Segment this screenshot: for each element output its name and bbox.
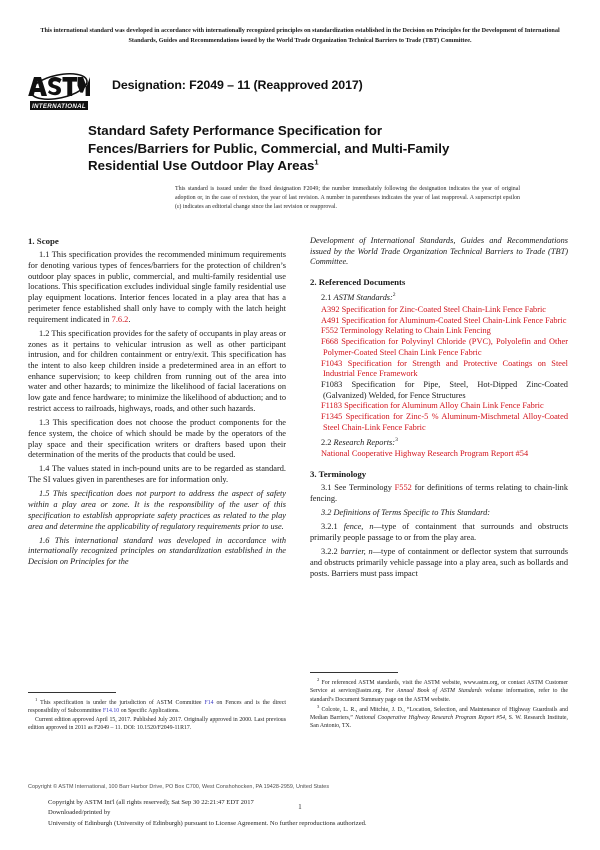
standard-id: A392 [321, 304, 340, 314]
subsection-astm-standards [310, 292, 568, 304]
page-title [88, 122, 518, 175]
standard-title: Specification for Aluminum-Coated Steel Chain-Link Fence Fabric [341, 315, 567, 325]
paragraph-1-5: 1.5 This specification does not purport to address the aspect of safety within a play area or zone. It is the responsibility of the user of this specification to establish appropriate safety practices as related to the play area and determine the applicability of regulatory requirements prior to use. [28, 489, 286, 531]
standard-reference-item[interactable] [310, 412, 568, 433]
committee-reference-f14[interactable]: F14 [204, 699, 214, 706]
astm-standards-footnote-marker: 2 [392, 292, 396, 299]
paragraph-1-6: 1.6 This international standard was developed in accordance with internationally recognized principles on standardization established in the Decision on Principles for the [28, 535, 286, 567]
footnote-divider [28, 692, 116, 693]
p321-definition: —type of containment that surrounds and obstructs primarily people passage to or from the play area. [310, 522, 568, 542]
title-line-1: Standard Safety Performance Specification for [88, 123, 383, 138]
cross-reference-f552[interactable]: F552 [394, 483, 412, 493]
paragraph-3-1 [310, 483, 568, 504]
standard-title: Terminology Relating to Chain Link Fencing [340, 326, 491, 336]
standard-title: Specification for Pipe, Steel, Hot-Dipped Zinc-Coated (Galvanized) Welded, for Fence Structures [323, 379, 568, 400]
title-footnote-marker: 1 [314, 157, 319, 167]
standard-title: Specification for Aluminum Alloy Chain Link Fence Fabric [344, 401, 544, 411]
p322-term: barrier, n [340, 547, 373, 557]
paragraph-1-6-continuation: Development of International Standards, Guides and Recommendations issued by the World Trade Organization Technical Barriers to Trade (TBT) Committee. [310, 236, 568, 267]
license-block [48, 798, 548, 829]
p321-number: 3.2.1 [321, 522, 344, 532]
footnote-3 [310, 704, 568, 731]
research-reports-footnote-marker: 3 [395, 436, 398, 443]
p32-text: 3.2 Definitions of Terms Specific to This Standard: [321, 508, 491, 518]
tbt-notice: This international standard was developed in accordance with internationally recognized principles on standardization established in the Decision on Principles for the Development of International Standards, Guides and Recommendations issued by the World Trade Organization Technical Barriers to Trade (TBT) Committee. [40, 27, 560, 44]
footnote-2-pre: For referenced ASTM standards, visit the ASTM website, www.astm.org, or contact ASTM Customer Service at service@astm.org. For [310, 679, 569, 695]
page-number: 1 [298, 804, 302, 811]
standard-id: F552 [321, 326, 339, 336]
footnote-3-italic: National Cooperative Highway Research Program Report #54 [354, 715, 506, 722]
designation-label: Designation: F2049 – 11 (Reapproved 2017) [112, 78, 363, 92]
p11-text-b: . [128, 314, 131, 324]
standard-reference-item[interactable] [310, 326, 568, 337]
footnote-1-marker: 1 [35, 697, 38, 702]
license-line-3: University of Edinburgh (University of Edinburgh) pursuant to License Agreement. No further reproductions authorized. [48, 819, 367, 827]
cross-reference-762[interactable]: 7.6.2 [111, 314, 129, 324]
standard-id: F1083 [321, 379, 343, 389]
research-reports-number: 2.2 [321, 437, 334, 447]
standard-title: Specification for Zinc-5 % Aluminum-Mischmetal Alloy-Coated Steel Chain-Link Fence Fabric [323, 412, 568, 432]
p321-term: fence, n [343, 522, 374, 532]
paragraph-3-2-1 [310, 522, 568, 543]
right-column [310, 236, 568, 579]
footnote-1-post: on Specific Applications. [119, 708, 180, 715]
footnote-1-pre: This specification is under the jurisdiction of ASTM Committee [40, 699, 205, 706]
left-footnotes [28, 692, 286, 732]
astm-logo-icon [28, 68, 90, 114]
standard-reference-item[interactable] [310, 359, 568, 380]
title-block [88, 122, 518, 175]
footnote-2 [310, 677, 568, 704]
paragraph-3-2-2 [310, 547, 568, 579]
standard-id: F1043 [321, 358, 343, 368]
paragraph-1-2: 1.2 This specification provides for the safety of occupants in play areas or zones as it pertains to vehicular intrusion as well as other participant intrusion, and for children containment or entry/exit. This specification has the intent to also keep children inside a predetermined area in an effort to enhance supervision; to keep children from running out of the area into water and other hazards; to minimize the likelihood of facial lacerations on low gate and fence hardware; to minimize the likelihood of abduction; and to restrict access to railroads, highways, roads, and other such hazards. [28, 328, 286, 413]
section-heading-referenced-documents: 2. Referenced Documents [310, 277, 406, 288]
footnote-2-marker: 2 [317, 677, 320, 682]
paragraph-1-1 [28, 250, 286, 325]
license-line-1: Copyright by ASTM Int'l (all rights reserved); Sat Sep 30 22:21:47 EDT 2017 [48, 799, 254, 806]
subcommittee-reference-f1410[interactable]: F14.10 [102, 708, 120, 715]
standard-reference-item[interactable] [310, 305, 568, 316]
p322-number: 3.2.2 [321, 547, 341, 557]
astm-standards-number: 2.1 [321, 293, 334, 303]
standard-reference-item[interactable] [310, 316, 568, 327]
designation-row [28, 68, 568, 114]
standard-id: F1183 [321, 401, 343, 411]
standard-reference-item[interactable] [310, 380, 568, 401]
standard-id: F1345 [321, 412, 343, 422]
subsection-research-reports [310, 437, 568, 449]
p11-text-a: 1.1 This specification provides the recommended minimum requirements for denoting various types of fences/barriers for the protection of children’s outdoor play spaces in public, commercial, and multi-family residential use locations. This specification excludes individual single family residential use play equipment locations. Interior fences located in a play area that has a perimeter fence established shall only have to comply with the latch height requirement indicated in [28, 250, 286, 324]
standard-title: Specification for Zinc-Coated Steel Chain-Link Fence Fabric [341, 304, 546, 314]
paragraph-1-4: 1.4 The values stated in inch-pound units are to be regarded as standard. The SI values given in parentheses are for information only. [28, 464, 286, 485]
p322-definition: —type of containment or deflector system that surrounds and obstructs primarily vehicle passage into a play area, such as bollards and posts. Barriers must pass impact [310, 547, 569, 578]
standard-id: F668 [321, 337, 339, 347]
section-heading-terminology: 3. Terminology [310, 468, 367, 479]
standard-title: Specification for Strength and Protective Coatings on Steel Industrial Fence Framework [323, 358, 568, 379]
footnote-3-post: , S. W. Research Institute, San Antonio, TX. [310, 715, 568, 730]
copyright-notice: Copyright © ASTM International, 100 Barr Harbor Drive, PO Box C700, West Conshohocken, PA 19428-2959, United States [28, 784, 330, 790]
section-heading-scope: 1. Scope [28, 236, 59, 246]
left-column [28, 236, 286, 568]
referenced-standards-list [310, 305, 568, 434]
paragraph-1-3: 1.3 This specification does not choose the product components for the fence system, the choice of which should be made by the operators of the play space and their specification writers or drafters based upon their determination of the merits of the products that could be used. [28, 418, 286, 460]
paragraph-3-2 [310, 508, 568, 519]
footnote-1 [28, 697, 286, 716]
footnote-1-mid: on Fences and is the direct responsibility of Subcommittee [28, 699, 286, 715]
p31-text-b: for definitions of terms relating to chain-link fencing. [310, 483, 568, 503]
footnote-3-marker: 3 [317, 703, 320, 709]
title-line-3: Residential Use Outdoor Play Areas [88, 158, 315, 174]
right-footnotes [310, 672, 568, 731]
standard-reference-item[interactable] [310, 337, 568, 358]
astm-standards-label: ASTM Standards: [333, 293, 393, 303]
astm-logo-subtext: INTERNATIONAL [32, 103, 86, 110]
research-reports-label: Research Reports: [333, 437, 396, 447]
research-report-reference[interactable]: National Cooperative Highway Research Program Report #54 [321, 449, 529, 459]
issue-statement: This standard is issued under the fixed designation F2049; the number immediately following the designation indicates the year of original adoption or, in the case of revision, the year of last revision. A number in parentheses indicates the year of last reapproval. A superscript epsilon (ε) indicates an editorial change since the last revision or reapproval. [175, 186, 520, 211]
astm-logo [28, 68, 90, 114]
footnote-edition-info: Current edition approved April 15, 2017. Published July 2017. Originally approved in 2000. Last previous edition approved in 2011 as F2049 – 11. DOI: 10.1520/F2049-11R17. [28, 716, 286, 731]
license-line-2: Downloaded/printed by [48, 809, 111, 817]
footnote-divider [310, 672, 398, 673]
standard-reference-item[interactable] [310, 401, 568, 412]
footnote-3-pre: Colcote, L. R., and Mitchie, J. D., “Location, Selection, and Maintenance of Highway Guardrails and Median Barriers,” [310, 706, 568, 722]
title-line-2: Fences/Barriers for Public, Commercial, and Multi-Family [88, 140, 450, 156]
footnote-2-italic: Annual Book of ASTM Standards [396, 688, 482, 695]
standard-title: Specification for Polyvinyl Chloride (PVC), Polyolefin and Other Polymer-Coated Steel Chain Link Fence Fabric [323, 337, 568, 357]
footnote-2-post: volume information, refer to the standard’s Document Summary page on the ASTM website. [310, 688, 568, 703]
standard-id: A491 [321, 315, 340, 325]
p31-text-a: 3.1 See Terminology [321, 483, 395, 493]
